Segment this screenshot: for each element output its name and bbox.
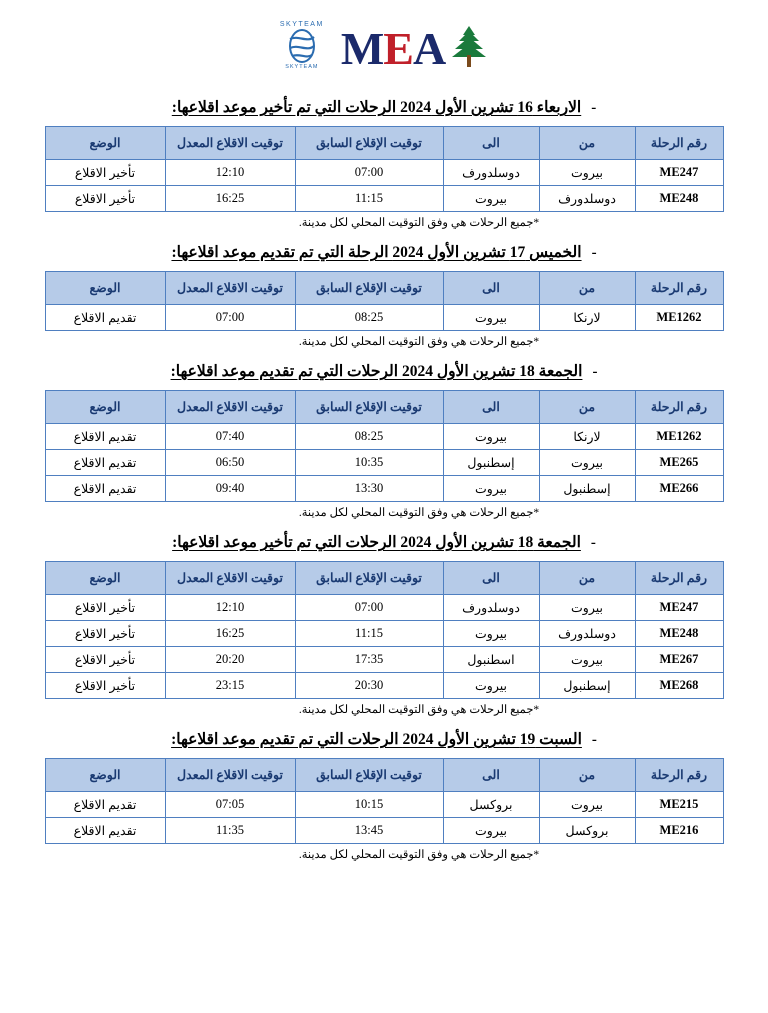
column-header-new: توقيت الاقلاع المعدل xyxy=(165,272,295,305)
heading-dash: - xyxy=(591,732,597,748)
heading-dash: - xyxy=(591,245,597,261)
footnote: *جميع الرحلات هي وفق التوقيت المحلي لكل مدينة. xyxy=(298,849,540,861)
heading-dash: - xyxy=(590,535,596,551)
cell-to: بيروت xyxy=(443,186,539,212)
skyteam-swoosh-icon xyxy=(279,29,325,63)
cell-previous: 07:00 xyxy=(295,595,443,621)
column-header-status: الوضع xyxy=(45,127,165,160)
column-header-status: الوضع xyxy=(45,562,165,595)
cell-new: 07:00 xyxy=(165,305,295,331)
flight-section xyxy=(44,243,724,348)
cell-previous: 13:30 xyxy=(295,476,443,502)
table-row xyxy=(45,673,723,699)
cell-flight: ME268 xyxy=(635,673,723,699)
column-header-flight: رقم الرحلة xyxy=(635,127,723,160)
section-heading-row xyxy=(44,243,724,262)
cell-status: تأخير الاقلاع xyxy=(45,160,165,186)
column-header-from: من xyxy=(539,127,635,160)
cell-from: دوسلدورف xyxy=(539,186,635,212)
table-header-row xyxy=(45,759,723,792)
flights-table xyxy=(45,390,724,502)
column-header-flight: رقم الرحلة xyxy=(635,562,723,595)
flight-section xyxy=(44,98,724,229)
column-header-from: من xyxy=(539,272,635,305)
cell-status: تأخير الاقلاع xyxy=(45,647,165,673)
cell-flight: ME248 xyxy=(635,186,723,212)
flights-table xyxy=(45,561,724,699)
cell-new: 12:10 xyxy=(165,595,295,621)
cell-flight: ME265 xyxy=(635,450,723,476)
table-row xyxy=(45,450,723,476)
cell-previous: 10:15 xyxy=(295,792,443,818)
column-header-status: الوضع xyxy=(45,391,165,424)
cell-to: بيروت xyxy=(443,476,539,502)
table-row xyxy=(45,647,723,673)
cell-from: بيروت xyxy=(539,450,635,476)
cell-previous: 17:35 xyxy=(295,647,443,673)
column-header-from: من xyxy=(539,391,635,424)
column-header-flight: رقم الرحلة xyxy=(635,759,723,792)
cell-status: تأخير الاقلاع xyxy=(45,186,165,212)
cell-from: بيروت xyxy=(539,647,635,673)
column-header-to: الى xyxy=(443,272,539,305)
cell-previous: 13:45 xyxy=(295,818,443,844)
cell-previous: 10:35 xyxy=(295,450,443,476)
column-header-previous: توقيت الإقلاع السابق xyxy=(295,127,443,160)
cell-new: 11:35 xyxy=(165,818,295,844)
table-row xyxy=(45,424,723,450)
section-heading: السبت 19 تشرين الأول 2024 الرحلات التي تم تقديم موعد اقلاعها: xyxy=(171,731,582,748)
section-heading: الجمعة 18 تشرين الأول 2024 الرحلات التي تم تأخير موعد اقلاعها: xyxy=(172,534,581,551)
cell-from: بيروت xyxy=(539,792,635,818)
table-row xyxy=(45,476,723,502)
column-header-flight: رقم الرحلة xyxy=(635,391,723,424)
column-header-previous: توقيت الإقلاع السابق xyxy=(295,391,443,424)
column-header-to: الى xyxy=(443,759,539,792)
flights-table xyxy=(45,271,724,331)
column-header-new: توقيت الاقلاع المعدل xyxy=(165,562,295,595)
cell-to: إسطنبول xyxy=(443,450,539,476)
mea-letter-m: M xyxy=(340,23,384,74)
cell-to: بروكسل xyxy=(443,792,539,818)
flight-section xyxy=(44,362,724,519)
cell-from: بروكسل xyxy=(539,818,635,844)
column-header-to: الى xyxy=(443,127,539,160)
cell-previous: 11:15 xyxy=(295,186,443,212)
cell-new: 07:05 xyxy=(165,792,295,818)
cell-flight: ME247 xyxy=(635,160,723,186)
cell-to: بيروت xyxy=(443,305,539,331)
cell-status: تقديم الاقلاع xyxy=(45,476,165,502)
table-row xyxy=(45,305,723,331)
column-header-to: الى xyxy=(443,562,539,595)
table-row xyxy=(45,818,723,844)
cedar-tree-icon xyxy=(449,24,489,70)
table-header-row xyxy=(45,391,723,424)
table-header-row xyxy=(45,272,723,305)
document-header xyxy=(44,10,724,84)
cell-flight: ME1262 xyxy=(635,305,723,331)
cell-previous: 20:30 xyxy=(295,673,443,699)
table-header-row xyxy=(45,127,723,160)
cell-new: 16:25 xyxy=(165,186,295,212)
section-heading-row xyxy=(44,730,724,749)
footnote: *جميع الرحلات هي وفق التوقيت المحلي لكل مدينة. xyxy=(298,704,540,716)
cell-to: اسطنبول xyxy=(443,647,539,673)
column-header-from: من xyxy=(539,759,635,792)
section-heading-row xyxy=(44,98,724,117)
cell-previous: 07:00 xyxy=(295,160,443,186)
cell-status: تأخير الاقلاع xyxy=(45,595,165,621)
cell-flight: ME1262 xyxy=(635,424,723,450)
column-header-previous: توقيت الإقلاع السابق xyxy=(295,562,443,595)
footnote: *جميع الرحلات هي وفق التوقيت المحلي لكل مدينة. xyxy=(298,507,540,519)
footnote: *جميع الرحلات هي وفق التوقيت المحلي لكل مدينة. xyxy=(298,336,540,348)
column-header-status: الوضع xyxy=(45,759,165,792)
column-header-new: توقيت الاقلاع المعدل xyxy=(165,391,295,424)
flight-section xyxy=(44,533,724,716)
cell-from: بيروت xyxy=(539,595,635,621)
column-header-status: الوضع xyxy=(45,272,165,305)
cell-flight: ME215 xyxy=(635,792,723,818)
cell-new: 06:50 xyxy=(165,450,295,476)
column-header-new: توقيت الاقلاع المعدل xyxy=(165,759,295,792)
cell-new: 12:10 xyxy=(165,160,295,186)
cell-to: بيروت xyxy=(443,621,539,647)
table-header-row xyxy=(45,562,723,595)
column-header-from: من xyxy=(539,562,635,595)
cell-flight: ME266 xyxy=(635,476,723,502)
skyteam-label-bottom: SKYTEAM xyxy=(285,63,319,70)
table-row xyxy=(45,621,723,647)
cell-new: 07:40 xyxy=(165,424,295,450)
column-header-new: توقيت الاقلاع المعدل xyxy=(165,127,295,160)
cell-new: 16:25 xyxy=(165,621,295,647)
cell-flight: ME267 xyxy=(635,647,723,673)
cell-flight: ME247 xyxy=(635,595,723,621)
skyteam-logo xyxy=(279,21,325,70)
cell-new: 20:20 xyxy=(165,647,295,673)
column-header-previous: توقيت الإقلاع السابق xyxy=(295,272,443,305)
heading-dash: - xyxy=(592,364,598,380)
mea-logo xyxy=(340,23,489,74)
column-header-previous: توقيت الإقلاع السابق xyxy=(295,759,443,792)
section-heading-row xyxy=(44,533,724,552)
cell-to: بيروت xyxy=(443,424,539,450)
cell-flight: ME248 xyxy=(635,621,723,647)
table-row xyxy=(45,595,723,621)
section-heading-row xyxy=(44,362,724,381)
cell-from: دوسلدورف xyxy=(539,621,635,647)
cell-flight: ME216 xyxy=(635,818,723,844)
cell-from: بيروت xyxy=(539,160,635,186)
cell-to: بيروت xyxy=(443,673,539,699)
mea-letter-a: A xyxy=(412,23,446,74)
cell-previous: 08:25 xyxy=(295,305,443,331)
cell-status: تقديم الاقلاع xyxy=(45,792,165,818)
column-header-flight: رقم الرحلة xyxy=(635,272,723,305)
cell-status: تقديم الاقلاع xyxy=(45,450,165,476)
column-header-to: الى xyxy=(443,391,539,424)
section-heading: الاربعاء 16 تشرين الأول 2024 الرحلات التي تم تأخير موعد اقلاعها: xyxy=(171,99,582,116)
cell-from: إسطنبول xyxy=(539,476,635,502)
cell-previous: 08:25 xyxy=(295,424,443,450)
table-row xyxy=(45,160,723,186)
footnote: *جميع الرحلات هي وفق التوقيت المحلي لكل مدينة. xyxy=(298,217,540,229)
skyteam-label-top: SKYTEAM xyxy=(279,20,324,28)
cell-status: تقديم الاقلاع xyxy=(45,818,165,844)
flight-section xyxy=(44,730,724,861)
heading-dash: - xyxy=(591,100,597,116)
cell-status: تقديم الاقلاع xyxy=(45,424,165,450)
flights-table xyxy=(45,126,724,212)
table-row xyxy=(45,186,723,212)
cell-to: بيروت xyxy=(443,818,539,844)
cell-new: 09:40 xyxy=(165,476,295,502)
cell-status: تأخير الاقلاع xyxy=(45,621,165,647)
table-row xyxy=(45,792,723,818)
section-heading: الجمعة 18 تشرين الأول 2024 الرحلات التي تم تقديم موعد اقلاعها: xyxy=(170,363,583,380)
mea-letter-e: E xyxy=(383,23,413,74)
cell-from: لارنكا xyxy=(539,305,635,331)
cell-to: دوسلدورف xyxy=(443,160,539,186)
flights-table xyxy=(45,758,724,844)
cell-new: 23:15 xyxy=(165,673,295,699)
section-heading: الخميس 17 تشرين الأول 2024 الرحلة التي تم تقديم موعد اقلاعها: xyxy=(171,244,582,261)
mea-wordmark xyxy=(340,23,446,74)
cell-status: تأخير الاقلاع xyxy=(45,673,165,699)
cell-status: تقديم الاقلاع xyxy=(45,305,165,331)
cell-to: دوسلدورف xyxy=(443,595,539,621)
cell-previous: 11:15 xyxy=(295,621,443,647)
cell-from: لارنكا xyxy=(539,424,635,450)
cell-from: إسطنبول xyxy=(539,673,635,699)
